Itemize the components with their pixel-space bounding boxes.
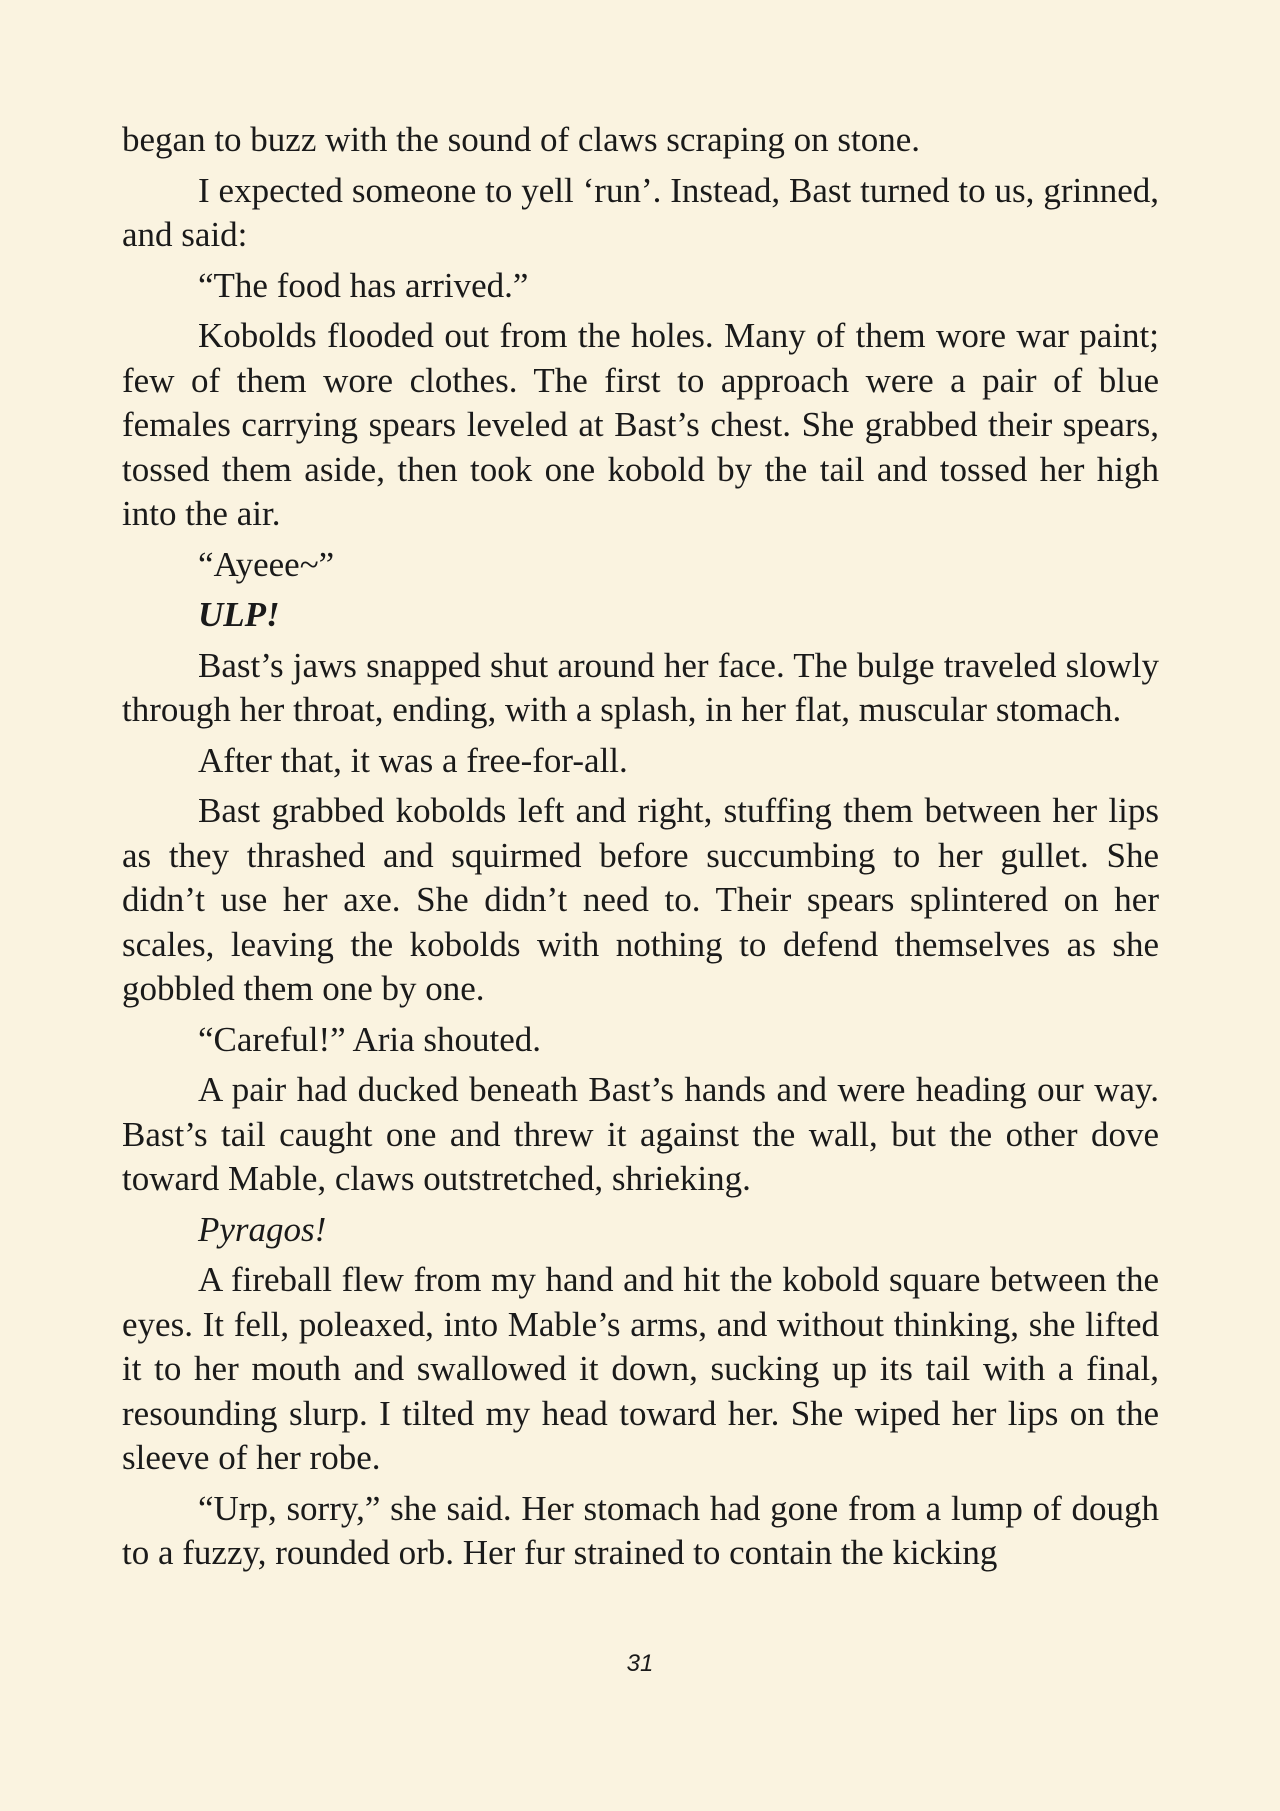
page-number: 31 xyxy=(626,1650,654,1677)
paragraph: Bast’s jaws snapped shut around her face. The bulge traveled slowly through her throat, ending, with a splash, in her flat, muscular stomach. xyxy=(122,645,1159,729)
paragraph: A fireball flew from my hand and hit the kobold square between the eyes. It fell, poleaxed, into Mable’s arms, and without thinking, she lifted it to her mouth and swallowed it down, sucking up its tail with a final, resounding slurp. I tilted my head toward her. She wiped her lips on the sleeve of her robe. xyxy=(122,1260,1159,1477)
paragraph: “The food has arrived.” xyxy=(198,265,529,305)
paragraph: “Ayeee~” xyxy=(198,544,335,584)
paragraph: After that, it was a free-for-all. xyxy=(198,740,628,780)
paragraph: “Careful!” Aria shouted. xyxy=(198,1019,542,1059)
page-body xyxy=(122,118,1159,1582)
paragraph: I expected someone to yell ‘run’. Instead, Bast turned to us, grinned, and said: xyxy=(122,170,1159,254)
paragraph: began to buzz with the sound of claws scraping on stone. xyxy=(122,120,921,159)
paragraph-emphasis: ULP! xyxy=(198,595,280,634)
paragraph: Bast grabbed kobolds left and right, stuffing them between her lips as they thrashed and squirmed before succumbing to her gullet. She didn’t use her axe. She didn’t need to. Their spears splintered on her scales, leaving the kobolds with nothing to defend themselves as she gobbled them one by one. xyxy=(122,791,1159,1008)
paragraph: “Urp, sorry,” she said. Her stomach had gone from a lump of dough to a fuzzy, rounded orb. Her fur strained to contain the kicking xyxy=(122,1488,1159,1572)
paragraph: A pair had ducked beneath Bast’s hands and were heading our way. Bast’s tail caught one and threw it against the wall, but the other dove toward Mable, claws outstretched, shrieking. xyxy=(122,1070,1159,1198)
paragraph: Kobolds flooded out from the holes. Many of them wore war paint; few of them wore clothes. The first to approach were a pair of blue females carrying spears leveled at Bast’s chest. She grabbed their spears, tossed them aside, then took one kobold by the tail and tossed her high into the air. xyxy=(122,316,1159,533)
paragraph-italic: Pyragos! xyxy=(198,1209,327,1249)
